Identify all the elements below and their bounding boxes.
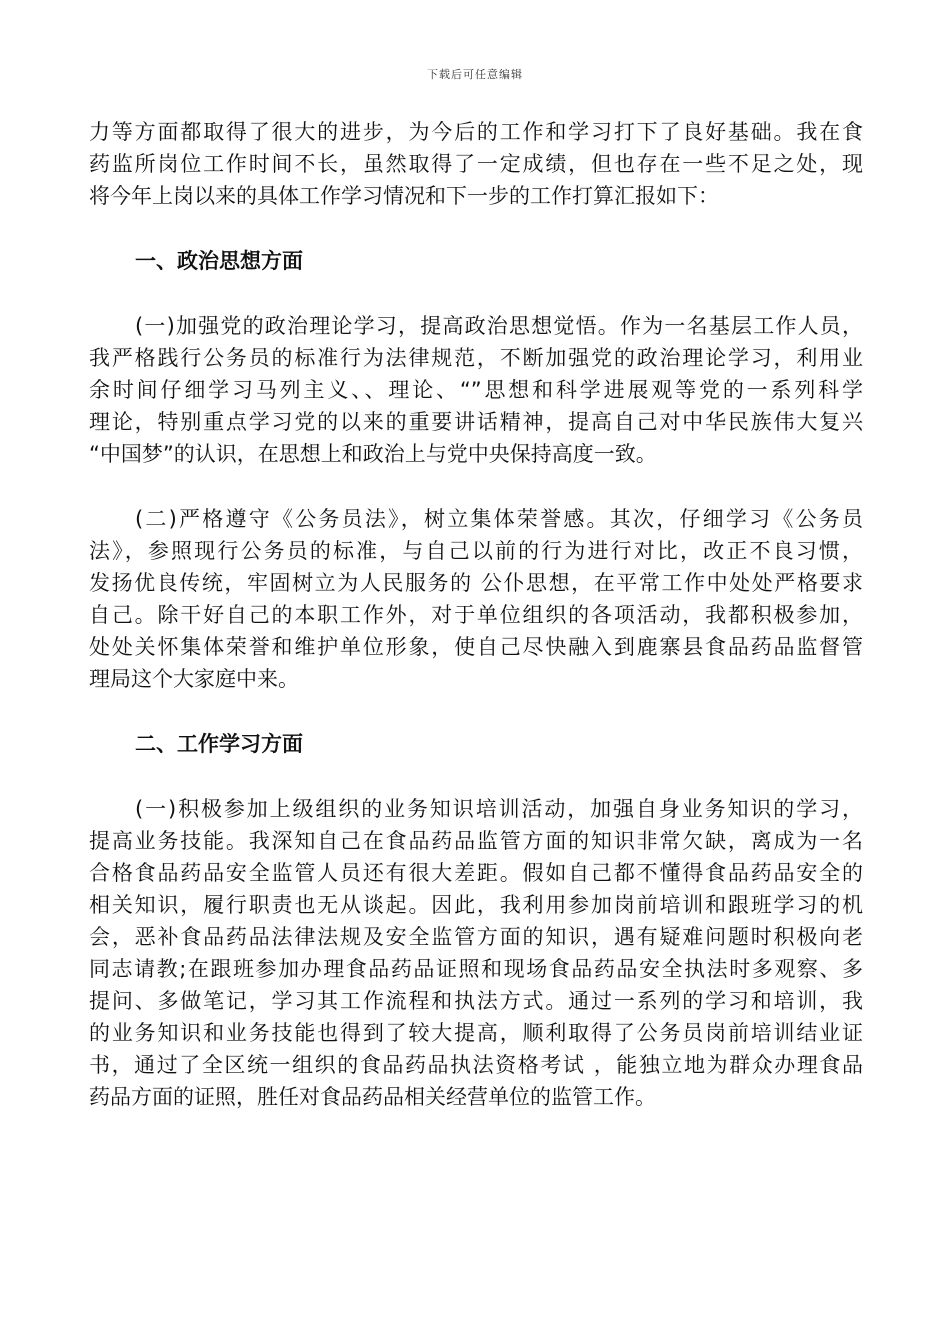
intro-paragraph (89, 116, 863, 212)
section-heading-political: 一、政治思想方面 (135, 249, 303, 273)
text-line: 理论，特别重点学习党的以来的重要讲话精神，提高自己对中华民族伟大复兴 (89, 410, 863, 434)
text-line: 自己。除干好自己的本职工作外，对于单位组织的各项活动，我都积极参加， (89, 603, 863, 627)
text-line: 理局这个大家庭中来。 (89, 667, 299, 691)
paragraph-2-1 (89, 793, 863, 1113)
text-line: 药品方面的证照，胜任对食品药品相关经营单位的监管工作。 (89, 1085, 656, 1109)
text-line: 余时间仔细学习马列主义、、理论、“”思想和科学进展观等党的一系列科学 (89, 378, 863, 402)
text-line: 提问、多做笔记，学习其工作流程和执法方式。通过一系列的学习和培训，我 (89, 989, 863, 1013)
text-line: 发扬优良传统，牢固树立为人民服务的 公仆思想，在平常工作中处处严格要求 (89, 571, 863, 595)
text-line: 的业务知识和业务技能也得到了较大提高，顺利取得了公务员岗前培训结业证 (89, 1021, 863, 1045)
text-line: 提高业务技能。我深知自己在食品药品监管方面的知识非常欠缺，离成为一名 (89, 829, 863, 853)
text-line: (二)严格遵守《公务员法》，树立集体荣誉感。其次，仔细学习《公务员 (135, 507, 863, 531)
text-line: 药监所岗位工作时间不长，虽然取得了一定成绩，但也存在一些不足之处，现 (89, 152, 863, 176)
text-line: (一)积极参加上级组织的业务知识培训活动，加强自身业务知识的学习， (135, 797, 863, 821)
header-note: 下载后可任意编辑 (427, 68, 523, 81)
paragraph-1-2 (89, 503, 863, 695)
text-line: 相关知识，履行职责也无从谈起。因此，我利用参加岗前培训和跟班学习的机 (89, 893, 863, 917)
text-line: 处处关怀集体荣誉和维护单位形象，使自己尽快融入到鹿寨县食品药品监督管 (89, 635, 863, 659)
text-line: 将今年上岗以来的具体工作学习情况和下一步的工作打算汇报如下： (89, 184, 719, 208)
text-line: 同志请教;在跟班参加办理食品药品证照和现场食品药品安全执法时多观察、多 (89, 957, 863, 981)
text-line: 书，通过了全区统一组织的食品药品执法资格考试 ，能独立地为群众办理食品 (89, 1053, 863, 1077)
text-line: 我严格践行公务员的标准行为法律规范，不断加强党的政治理论学习，利用业 (89, 346, 863, 370)
text-line: 法》，参照现行公务员的标准，与自己以前的行为进行对比，改正不良习惯， (89, 539, 863, 563)
text-line: 力等方面都取得了很大的进步，为今后的工作和学习打下了良好基础。我在食 (89, 120, 863, 144)
document-body (89, 116, 863, 1113)
paragraph-1-1 (89, 310, 863, 470)
text-line: (一)加强党的政治理论学习，提高政治思想觉悟。作为一名基层工作人员， (135, 314, 863, 338)
section-heading-work-study: 二、工作学习方面 (135, 732, 303, 756)
text-line: 会，恶补食品药品法律法规及安全监管方面的知识，遇有疑难问题时积极向老 (89, 925, 863, 949)
text-line: 合格食品药品安全监管人员还有很大差距。假如自己都不懂得食品药品安全的 (89, 861, 863, 885)
text-line: “中国梦”的认识，在思想上和政治上与党中央保持高度一致。 (89, 442, 657, 466)
